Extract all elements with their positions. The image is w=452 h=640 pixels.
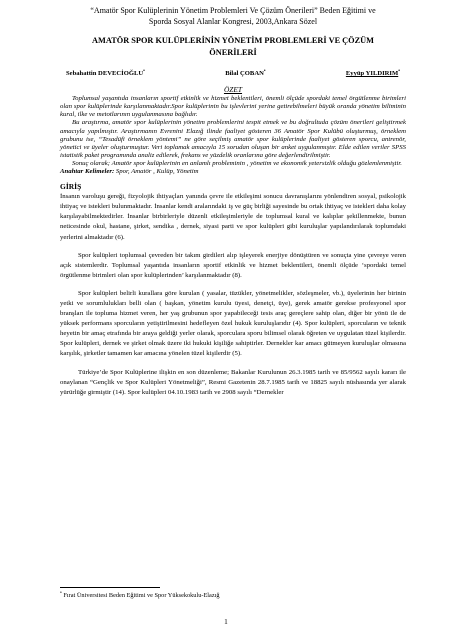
page-number: 1 xyxy=(224,617,228,626)
footnote-text: Fırat Üniversitesi Beden Eğitimi ve Spor Yüksekokulu-Elazığ xyxy=(61,592,220,600)
abstract-paragraph-3: Sonuç olarak; Amatör spor kulüplerinin en anlamlı probleminin , yönetim ve ekonomik yetersizlik olduğu gözlemlenmiştir. xyxy=(72,159,402,167)
footnote-mark: • xyxy=(60,590,62,596)
abstract-paragraph-1: Toplumsal yaşantıda insanların sportif etkinlik ve hizmet beklentileri, önemli ölçüde spordaki temel örgütlenme birimleri olan spor kulüplerinde karşılanmaktadır.Spor kulüplerinin bu işlevlerini yerine getirebilmeleri büyük oranda yönetim biliminin kural, ilke ve metotlarının uygulanmasına bağlıdır. xyxy=(60,95,406,119)
title-line-2: ÖNERİLERİ xyxy=(209,48,257,57)
footnote xyxy=(60,590,220,599)
keywords-list: Spor, Amatör , Kulüp, Yönetim xyxy=(114,168,199,176)
author-3: Eyyüp YILDIRIM• xyxy=(345,69,400,78)
keywords xyxy=(60,168,406,176)
running-header xyxy=(60,6,406,27)
header-line-1: “Amatör Spor Kulüplerinin Yönetim Problemleri Ve Çözüm Önerileri” Beden Eğitimi ve xyxy=(90,6,376,15)
body-paragraph-1: İnsanın varoluşu gereği, fizyolojik ihtiyaçları yanında çevre ile etkileşimi sonucu davranışlarını yönlendiren sosyal, psikolojik ihtiyaç ve istekleri bulunmaktadır. İnsanlar kendi aralarındaki iş ve güç birliği sayesinde bu ortak ihtiyaç ve istekleri daha kolay karşılayabilmektedirler. İnsanlar birbirleriyle düzenli etkileşimleriyle de toplumsal kural ve kalıplar şekillenmekte, bunun neticesinde okul, hastane, şirket, sendika , dernek, siyasi parti ve spor kulüpleri gibi kuruluşlar yapılandırılarak toplumdaki yerlerini almaktadır (6). xyxy=(60,193,406,241)
body-paragraph-4: Türkiye’de Spor Kulüplerine ilişkin en son düzenleme; Bakanlar Kurulunun 26.3.1985 tarih ve 85/9562 sayılı kararı ile onaylanan “Gençlik ve Spor Kulüpleri Yönetmeliği”, Resmi Gazetenin 28.7.1985 tarih ve 18825 sayılı nüshasında yer alarak yürürlüğe girmiştir (14). Spor kulüpleri 04.10.1983 tarih ve 2908 sayılı “Dernekler xyxy=(60,368,406,396)
author-2: Bilal ÇOBAN• xyxy=(225,69,266,78)
footnote-separator xyxy=(60,587,160,588)
header-line-2: Sporda Sosyal Alanlar Kongresi, 2003,Ankara Sözel xyxy=(148,16,318,26)
section-heading-giris: GİRİŞ xyxy=(60,182,82,192)
author-1: Sebahattin DEVECİOĞLU• xyxy=(66,69,145,78)
paper-title xyxy=(60,35,406,59)
author-list xyxy=(66,69,400,77)
abstract-paragraph-2: Bu araştırma, amatör spor kulüplerinin yönetim problemlerini tespit etmek ve bu doğrultuda çözüm önerileri geliştirmek amacıyla yapılmıştır. Araştırmanın Evrenini Elazığ ilinde faaliyet gösteren 36 Amatör Spor Kulübü oluşturmuş, örneklem grubunu ise, “Tesadüfi örneklem yöntemi” ne göre seçilmiş amatör spor kulüplerinde faaliyet gösteren sporcu, antrenör, yönetici ve üyeler oluşturmuştur. Veri toplamak amacıyla 15 sorudan oluşan bir anket uygulanmıştır. Elde edilen veriler SPSS istatistik paket programında analiz edilerek, frekans ve yüzdelik oranlarına göre değerlendirilmiştir. xyxy=(60,119,406,159)
body-paragraph-3: Spor kulüpleri belirli kurallara göre kurulan ( yasalar, tüzükler, yönetmelikler, sözleşmeler, vb.), üyelerinin her birinin yetki ve sorumlulukları belli olan ( başkan, yönetim kurulu üyesi, denetçi, üye), gerek amatör gerekse profesyonel spor branşları ile topluma hizmet veren, her yaş grubunun spor yapabileceği tesis araç gereçlere sahip olan, diğer bir yönü ile de yüksek performans sporcuların yetiştirilmesini hedefleyen özel hukuk kuruluşlarıdır (4). Spor kulüpleri, sporcuların ve teknik heyetin bir amaç etrafında bir araya geldiği yerler olarak, sporculara sporu bilimsel olarak öğreten ve uygulatan tüzel kişilerdir. Spor kulüpleri, dernek ve şirket olmak üzere iki hukuki kişiliğe sahiptirler. Dernekler kar amacı gütmeyen kuruluşlar olmasına karşılık, şirketler tamamen kar amacına yönelen tüzel kişilerdir (5). xyxy=(60,289,406,358)
body-paragraph-2: Spor kulüpleri toplumsal çevreden bir takım girdileri alıp işleyerek enerjiye dönüştüren ve sonuçta yine çevreye veren açık sistemlerdir. Toplumsal yaşantıda insanların sportif etkinlik ve hizmet beklentileri, önemli ölçüde ‘spordaki temel örgütlenme birimleri olan spor kulüplerinden’ karşılanmaktadır (8). xyxy=(60,251,406,279)
title-line-1: AMATÖR SPOR KULÜPLERİNİN YÖNETİM PROBLEMLERİ VE ÇÖZÜM xyxy=(92,36,374,45)
keywords-label: Anahtar Kelimeler: xyxy=(60,168,115,176)
abstract-heading: ÖZET xyxy=(223,85,243,95)
